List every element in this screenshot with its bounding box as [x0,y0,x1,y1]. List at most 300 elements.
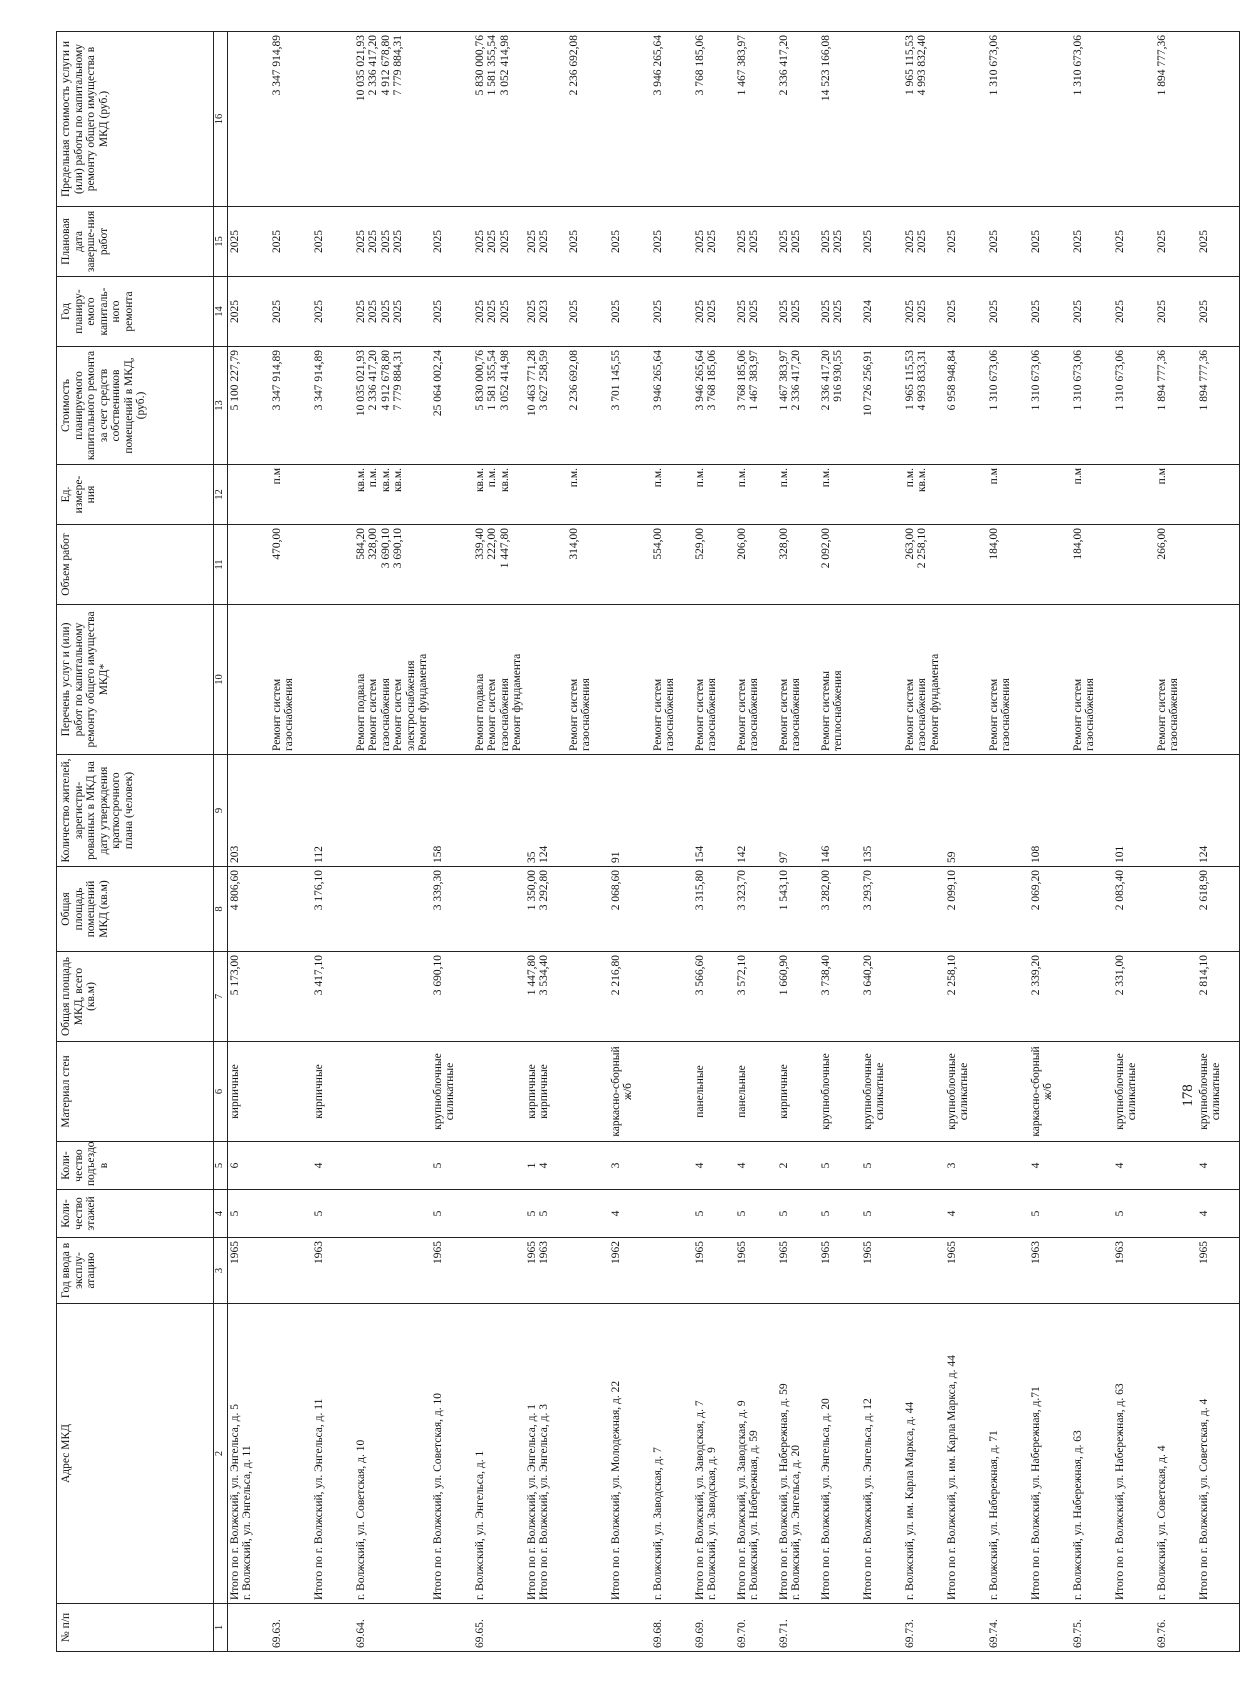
table-cell [567,1238,609,1304]
table-body [227,32,1239,1652]
table-cell [1197,605,1240,755]
table-cell [1071,1190,1113,1238]
table-cell: 135 [861,755,903,867]
table-cell: панельные [735,1042,777,1142]
table-cell: 2025 2025 2025 [473,277,525,347]
table-cell: 2 339,20 [1029,952,1071,1042]
table-cell: 314,00 [567,525,609,605]
table-cell [1155,755,1197,867]
table-cell [1071,1142,1113,1190]
table-cell: г. Волжский, ул. Набережная, д. 71 [987,1304,1029,1604]
table-cell: 2025 [567,277,609,347]
table-cell: Ремонт систем газоснабжения [567,605,609,755]
table-cell: 3 [945,1142,987,1190]
table-cell: 2024 [861,277,903,347]
table-cell: 1965 [861,1238,903,1304]
table-cell: 2025 2025 2025 [473,207,525,277]
table-cell: 2025 [1155,207,1197,277]
table-cell: п.м. [777,465,819,525]
table-cell [903,952,945,1042]
table-cell [567,1042,609,1142]
table-cell: Итого по г. Волжский, ул. Энгельса, д. 5 г. Волжский, ул. Энгельса, д. 11 [227,1304,270,1604]
table-cell: 1 310 673,06 [1071,32,1113,207]
table-cell [270,1190,312,1238]
table-cell: 1965 1963 [525,1238,567,1304]
table-cell: 2025 [987,207,1029,277]
table-cell [1029,605,1071,755]
table-cell: 5 [861,1142,903,1190]
table-row [735,32,777,1652]
table-cell [945,605,987,755]
table-cell: г. Волжский, ул. им. Карла Маркса, д. 44 [903,1304,945,1604]
table-cell: 35 124 [525,755,567,867]
table-cell: 2025 [1155,277,1197,347]
table-cell: г. Волжский, ул. Набережная, д. 63 [1071,1304,1113,1604]
table-row [354,32,431,1652]
table-cell: 2 331,00 [1113,952,1155,1042]
table-cell: Ремонт систем газоснабжения [651,605,693,755]
table-cell [525,605,567,755]
table-cell [567,1604,609,1652]
table-cell: Ремонт систем газоснабжения [777,605,819,755]
table-cell: Итого по г. Волжский, ул. Набережная, д.71 [1029,1304,1071,1604]
column-number: 6 [214,1042,228,1142]
table-cell [987,1190,1029,1238]
table-cell: 4 [1197,1190,1240,1238]
table-row [819,32,861,1652]
table-row [987,32,1029,1652]
table-cell: 3 768 185,06 [693,32,735,207]
table-cell: 1963 [1113,1238,1155,1304]
table-cell: Итого по г. Волжский, ул. Советская, д. 10 [431,1304,473,1604]
table-cell [1113,525,1155,605]
column-header: Год ввода в эксплу-атацию [57,1238,214,1304]
table-cell: 101 [1113,755,1155,867]
table-cell [312,465,354,525]
table-cell: 112 [312,755,354,867]
capital-repair-table [56,31,1240,1652]
table-cell: кирпичные [312,1042,354,1142]
table-cell: крупноблочные силикатные [861,1042,903,1142]
table-cell: 69.76. [1155,1604,1197,1652]
table-cell: 10 035 021,93 2 336 417,20 4 912 678,80 7 779 884,31 [354,32,431,207]
table-cell: 3 347 914,89 [270,347,312,465]
table-cell [312,32,354,207]
table-cell: крупноблочные силикатные [1197,1042,1240,1142]
table-cell [945,525,987,605]
table-cell: 3 347 914,89 [270,32,312,207]
table-cell: 4 [1029,1142,1071,1190]
table-cell: 2025 2025 [819,207,861,277]
table-row [945,32,987,1652]
table-cell: 5 830 000,76 1 581 355,54 3 052 414,98 [473,32,525,207]
table-row [1197,32,1240,1652]
table-cell: 3 566,60 [693,952,735,1042]
table-cell: 2 618,90 [1197,867,1240,952]
table-cell [227,32,270,207]
table-cell: 2025 2025 [903,277,945,347]
table-cell [525,465,567,525]
table-cell: 1965 [819,1238,861,1304]
table-cell: Ремонт систем газоснабжения [1155,605,1197,755]
table-cell: Итого по г. Волжский, ул. Набережная, д. 59 г. Волжский, ул. Энгельса, д. 20 [777,1304,819,1604]
table-cell: 69.70. [735,1604,777,1652]
header-row [57,32,214,1652]
table-cell: 1965 [431,1238,473,1304]
table-row [651,32,693,1652]
table-row [609,32,651,1652]
table-cell: 2025 [270,207,312,277]
table-row [567,32,609,1652]
table-cell: 3 640,20 [861,952,903,1042]
table-cell: 2025 2025 [903,207,945,277]
table-cell: 2 092,00 [819,525,861,605]
table-cell [354,867,431,952]
table-cell: п.м. [735,465,777,525]
table-cell: 2025 [1071,277,1113,347]
table-cell: 5 [227,1190,270,1238]
table-cell [903,1142,945,1190]
table-cell: 1 310 673,06 [1071,347,1113,465]
table-cell: 2025 [651,207,693,277]
table-cell [1197,525,1240,605]
table-cell [567,867,609,952]
table-cell: 206,00 [735,525,777,605]
table-cell: 1965 [1197,1238,1240,1304]
table-cell: 1 467 383,97 2 336 417,20 [777,347,819,465]
table-cell: 5 [819,1190,861,1238]
table-cell: 2025 [312,277,354,347]
table-cell: Итого по г. Волжский, ул. Энгельса, д. 11 [312,1304,354,1604]
table-cell: 2025 2025 [777,277,819,347]
table-cell: 5 830 000,76 1 581 355,54 3 052 414,98 [473,347,525,465]
table-cell [1197,1604,1240,1652]
table-cell [1155,952,1197,1042]
table-cell: 69.75. [1071,1604,1113,1652]
table-cell: 1963 [312,1238,354,1304]
table-cell: 1962 [609,1238,651,1304]
table-cell [431,32,473,207]
column-number: 10 [214,605,228,755]
table-cell [1113,32,1155,207]
table-cell [861,465,903,525]
table-cell: 1 660,90 [777,952,819,1042]
table-cell: 5 [312,1190,354,1238]
table-cell: 2025 2025 [819,277,861,347]
column-header: Объем работ [57,525,214,605]
table-cell [567,1304,609,1604]
table-cell: кв.м. п.м. кв.м. кв.м. [354,465,431,525]
table-cell: кирпичные [777,1042,819,1142]
table-cell [987,1238,1029,1304]
table-cell: 2 [777,1142,819,1190]
table-cell: 1963 [1029,1238,1071,1304]
table-row [1155,32,1197,1652]
table-cell: 97 [777,755,819,867]
table-cell: 3 690,10 [431,952,473,1042]
table-cell: 1 894 777,36 [1197,347,1240,465]
table-cell: 91 [609,755,651,867]
table-cell: 2025 [1029,277,1071,347]
table-cell: 2 068,60 [609,867,651,952]
column-number: 1 [214,1604,228,1652]
column-header: Материал стен [57,1042,214,1142]
table-cell: п.м. кв.м. [903,465,945,525]
table-cell: 3 946 265,64 [651,347,693,465]
table-cell: 2025 2025 2025 2025 [354,207,431,277]
table-cell [270,867,312,952]
table-row [473,32,525,1652]
table-cell: 69.65. [473,1604,525,1652]
table-cell [903,1042,945,1142]
table-cell [609,605,651,755]
table-cell [903,1190,945,1238]
table-cell: Итого по г. Волжский, ул. Энгельса, д. 1 Итого по г. Волжский, ул. Энгельса, д. 3 [525,1304,567,1604]
table-cell: 69.74. [987,1604,1029,1652]
table-cell: Ремонт систем газоснабжения [270,605,312,755]
table-cell: 3 315,80 [693,867,735,952]
table-row [693,32,735,1652]
table-cell: 2025 [431,207,473,277]
table-cell: 69.68. [651,1604,693,1652]
table-cell: 2025 [651,277,693,347]
table-cell [1155,1142,1197,1190]
table-cell: крупноблочные силикатные [431,1042,473,1142]
table-cell: 2025 [1071,207,1113,277]
table-cell [651,1142,693,1190]
table-cell: 1 894 777,36 [1155,32,1197,207]
table-cell: 2025 [227,277,270,347]
table-cell [227,1604,270,1652]
column-header: Количество жителей, зарегистри-рованных в МКД на дату утверждения краткосрочного плана (человек) [57,755,214,867]
table-cell: 154 [693,755,735,867]
table-cell: 124 [1197,755,1240,867]
table-cell: 5 [777,1190,819,1238]
table-cell: 5 5 [525,1190,567,1238]
table-cell: 2025 [567,207,609,277]
table-cell: 2025 2023 [525,277,567,347]
table-cell: 6 958 948,84 [945,347,987,465]
table-cell: 3 339,30 [431,867,473,952]
table-cell [1029,32,1071,207]
table-cell: Итого по г. Волжский, ул. Заводская, д. 9 г. Волжский, ул. Набережная, д. 59 [735,1304,777,1604]
table-cell: 184,00 [1071,525,1113,605]
table-cell [1155,1042,1197,1142]
table-cell: п.м [1071,465,1113,525]
table-cell: 3 176,10 [312,867,354,952]
table-cell: 328,00 [777,525,819,605]
table-cell: 5 [735,1190,777,1238]
table-cell: 3 417,10 [312,952,354,1042]
table-cell: п.м. [693,465,735,525]
table-cell [819,1604,861,1652]
table-cell: 5 100 227,79 [227,347,270,465]
column-number: 5 [214,1142,228,1190]
table-cell: 2025 2025 [693,277,735,347]
table-cell: кирпичные [227,1042,270,1142]
table-cell [1155,1238,1197,1304]
table-cell: 108 [1029,755,1071,867]
table-cell [1071,952,1113,1042]
table-cell: 2025 [1113,207,1155,277]
table-cell [1071,1238,1113,1304]
column-number: 3 [214,1238,228,1304]
table-cell: 2 236 692,08 [567,32,609,207]
table-cell: кв.м. п.м. кв.м. [473,465,525,525]
table-cell: 69.71. [777,1604,819,1652]
table-cell [945,465,987,525]
table-row [431,32,473,1652]
table-cell: п.м. [651,465,693,525]
table-cell [473,1042,525,1142]
column-number: 7 [214,952,228,1042]
table-cell [567,755,609,867]
table-cell: Итого по г. Волжский, ул. Молодежная, д. 22 [609,1304,651,1604]
table-cell [227,465,270,525]
table-cell: 2 236 692,08 [567,347,609,465]
table-cell [354,952,431,1042]
table-cell: 2025 2025 [693,207,735,277]
table-cell: 339,40 222,00 1 447,80 [473,525,525,605]
table-cell: 59 [945,755,987,867]
table-cell [1029,525,1071,605]
column-header: Ед. измере-ния [57,465,214,525]
table-cell: г. Волжский, ул. Советская, д. 4 [1155,1304,1197,1604]
table-cell: 2025 2025 [525,207,567,277]
table-cell: 2 216,80 [609,952,651,1042]
table-cell: 5 [819,1142,861,1190]
table-row [525,32,567,1652]
table-cell: Ремонт систем газоснабжения [693,605,735,755]
table-row [777,32,819,1652]
table-cell [473,755,525,867]
table-cell: 2 099,10 [945,867,987,952]
table-cell [609,465,651,525]
table-cell [270,1304,312,1604]
table-cell [354,1190,431,1238]
table-cell: 2025 [987,277,1029,347]
table-cell: 2025 [609,277,651,347]
table-cell: 69.73. [903,1604,945,1652]
table-cell: кирпичные кирпичные [525,1042,567,1142]
table-header [57,32,228,1652]
table-cell: 4 [735,1142,777,1190]
table-cell: 5 [431,1190,473,1238]
table-cell [987,867,1029,952]
table-cell: 263,00 2 258,10 [903,525,945,605]
column-header: Адрес МКД [57,1304,214,1604]
table-cell: 158 [431,755,473,867]
table-cell [431,605,473,755]
table-cell: 3 701 145,55 [609,347,651,465]
table-cell [567,1142,609,1190]
table-cell [431,1604,473,1652]
table-cell: Итого по г. Волжский, ул. Набережная, д. 63 [1113,1304,1155,1604]
table-cell [651,755,693,867]
table-cell: 1965 [693,1238,735,1304]
table-cell: 2 814,10 [1197,952,1240,1042]
table-cell: 529,00 [693,525,735,605]
table-cell: 1 350,00 3 292,80 [525,867,567,952]
column-header: Общая площадь МКД, всего (кв.м) [57,952,214,1042]
table-row [270,32,312,1652]
table-cell [651,952,693,1042]
column-number-row [214,32,228,1652]
column-number: 14 [214,277,228,347]
table-cell: 2025 2025 2025 2025 [354,277,431,347]
table-cell: 1 310 673,06 [987,347,1029,465]
table-cell [1071,755,1113,867]
table-cell [227,605,270,755]
table-cell [270,952,312,1042]
table-cell: 10 035 021,93 2 336 417,20 4 912 678,80 7 779 884,31 [354,347,431,465]
table-cell: 142 [735,755,777,867]
table-cell: 3 323,70 [735,867,777,952]
table-cell: 3 768 185,06 1 467 383,97 [735,347,777,465]
table-cell: Ремонт систем газоснабжения [1071,605,1113,755]
table-cell: 3 [609,1142,651,1190]
table-cell: 2025 [431,277,473,347]
table-cell [609,1604,651,1652]
table-cell [861,1604,903,1652]
column-header: Перечень услуг и (или) работ по капитальному ремонту общего имущества МКД* [57,605,214,755]
column-header: Плановая дата заверше-ния работ [57,207,214,277]
table-cell: 2 336 417,20 916 930,55 [819,347,861,465]
table-cell [312,525,354,605]
table-cell: 5 173,00 [227,952,270,1042]
column-number: 12 [214,465,228,525]
table-cell [861,525,903,605]
table-cell: 1965 [227,1238,270,1304]
table-cell [1113,1604,1155,1652]
table-row [1113,32,1155,1652]
table-cell [1071,867,1113,952]
table-cell [473,1190,525,1238]
table-cell: 4 [693,1142,735,1190]
table-cell: каркасно-сборный ж/б [1029,1042,1071,1142]
table-cell [473,952,525,1042]
table-cell [354,755,431,867]
column-header: Год планиру-емого капиталь-ного ремонта [57,277,214,347]
table-cell: 3 572,10 [735,952,777,1042]
table-cell: 5 [861,1190,903,1238]
table-cell [1197,465,1240,525]
table-cell [525,1604,567,1652]
table-cell: 3 946 265,64 [651,32,693,207]
table-cell: 2 083,40 [1113,867,1155,952]
table-cell: г. Волжский, ул. Заводская, д. 7 [651,1304,693,1604]
table-cell: 4 [609,1190,651,1238]
table-cell: 2025 2025 [777,207,819,277]
table-cell [1071,1042,1113,1142]
table-cell [525,32,567,207]
table-cell: Итого по г. Волжский, ул. Советская, д. 4 [1197,1304,1240,1604]
table-cell: 69.69. [693,1604,735,1652]
column-header: Общая площадь помещений МКД (кв.м) [57,867,214,952]
table-cell: 203 [227,755,270,867]
table-cell [431,465,473,525]
table-row [227,32,270,1652]
table-cell: п.м [987,465,1029,525]
table-cell: 2025 [609,207,651,277]
table-cell: 1 4 [525,1142,567,1190]
table-cell [987,1142,1029,1190]
table-cell: 1 310 673,06 [987,32,1029,207]
table-cell: 3 293,70 [861,867,903,952]
table-cell: Ремонт подвала Ремонт систем газоснабжения Ремонт фундамента [473,605,525,755]
table-cell [651,1042,693,1142]
table-cell [473,867,525,952]
